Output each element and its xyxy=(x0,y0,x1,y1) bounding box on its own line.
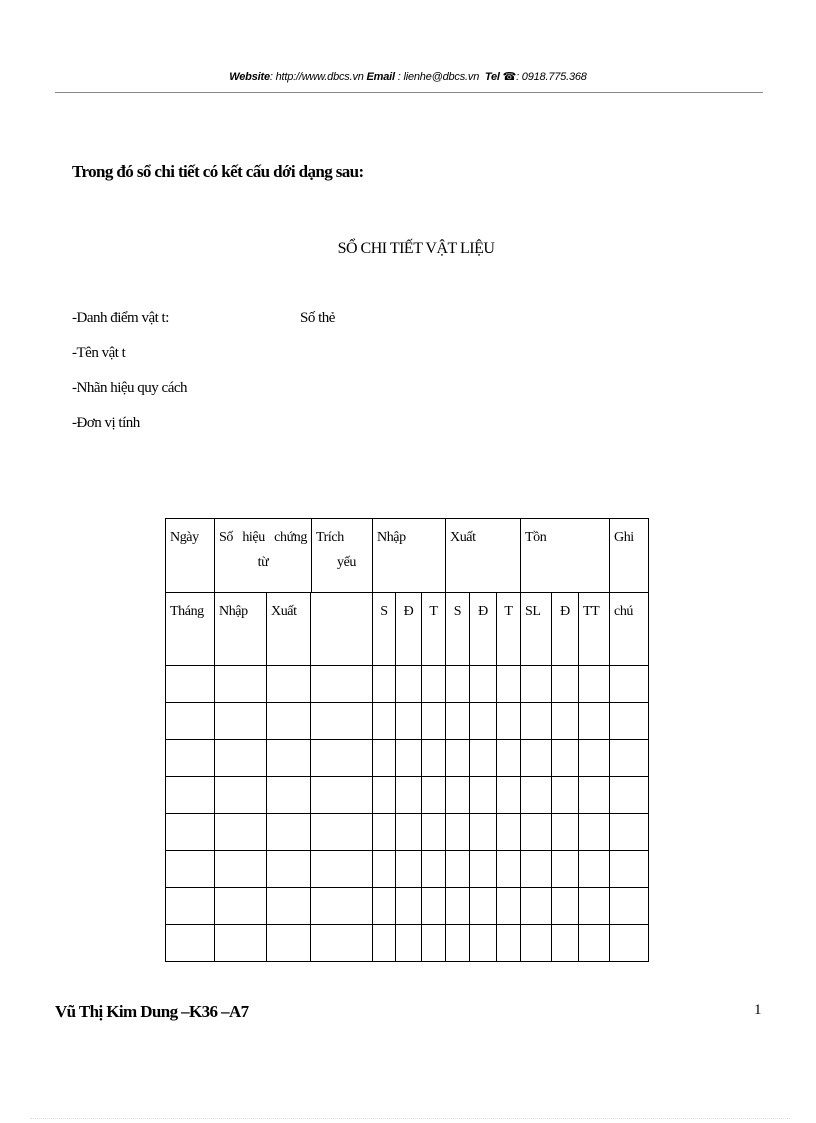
table-row xyxy=(166,888,649,925)
document-title: SỔ CHI TIẾT VẬT LIỆU xyxy=(337,240,495,257)
email-label: Email xyxy=(366,71,395,83)
field-unit: -Đơn vị tính xyxy=(72,415,140,431)
table-row xyxy=(166,925,649,962)
website-value: : http://www.dbcs.vn xyxy=(269,71,364,83)
header-nhap-t: T xyxy=(422,593,446,666)
tel-label: Tel xyxy=(484,71,500,83)
field-spec: -Nhãn hiệu quy cách xyxy=(72,380,188,396)
header-yeu: yếu xyxy=(336,555,356,570)
table-row xyxy=(166,777,649,814)
so-hieu-word-1: Số xyxy=(219,530,233,545)
header-nhap: Nhập xyxy=(373,519,446,593)
header-trich: Trích xyxy=(316,530,344,545)
page-number: 1 xyxy=(754,1002,762,1018)
header-ghi: Ghi xyxy=(610,519,649,593)
header-ton-sl: SL xyxy=(521,593,552,666)
header-nhap-d: Đ xyxy=(396,593,422,666)
field-card-number: Số thẻ xyxy=(300,310,335,326)
header-chu: chú xyxy=(610,593,649,666)
header-xuat-d: Đ xyxy=(470,593,497,666)
header-nhap-s: S xyxy=(373,593,396,666)
header-ton-tt: TT xyxy=(579,593,610,666)
footer-author: Vũ Thị Kim Dung –K36 –A7 xyxy=(55,1002,249,1021)
phone-icon: ☎ xyxy=(502,71,517,83)
header-divider xyxy=(55,92,763,93)
email-value: : lienhe@dbcs.vn xyxy=(394,71,480,83)
field-item-code: -Danh điểm vật t: xyxy=(72,310,169,326)
header-trich-continued xyxy=(311,593,373,666)
header-ton: Tồn xyxy=(521,519,610,593)
intro-text: Trong đó sổ chi tiết có kết cấu dới dạng sau: xyxy=(72,162,364,181)
table-row xyxy=(166,851,649,888)
website-label: Website xyxy=(229,71,270,83)
header-ngay: Ngày xyxy=(166,519,215,593)
so-hieu-word-3: chứng xyxy=(274,530,307,545)
header-xuat-s: S xyxy=(446,593,470,666)
header-thang: Tháng xyxy=(166,593,215,666)
field-item-name: -Tên vật t xyxy=(72,345,126,361)
header-ct-nhap: Nhập xyxy=(215,593,267,666)
bottom-divider xyxy=(30,1118,790,1119)
header-ct-xuat: Xuất xyxy=(267,593,311,666)
ledger-table xyxy=(165,518,649,962)
table-row xyxy=(166,666,649,703)
so-hieu-word-2: hiệu xyxy=(242,530,265,545)
table-row xyxy=(166,814,649,851)
header-so-hieu-trich xyxy=(215,519,373,593)
header-ton-d: Đ xyxy=(552,593,579,666)
header-xuat-t: T xyxy=(497,593,521,666)
table-row xyxy=(166,740,649,777)
tel-value: : 0918.775.368 xyxy=(516,71,587,83)
page-header xyxy=(0,70,816,83)
header-xuat: Xuất xyxy=(446,519,521,593)
so-hieu-word-4: từ xyxy=(257,555,269,570)
table-row xyxy=(166,703,649,740)
